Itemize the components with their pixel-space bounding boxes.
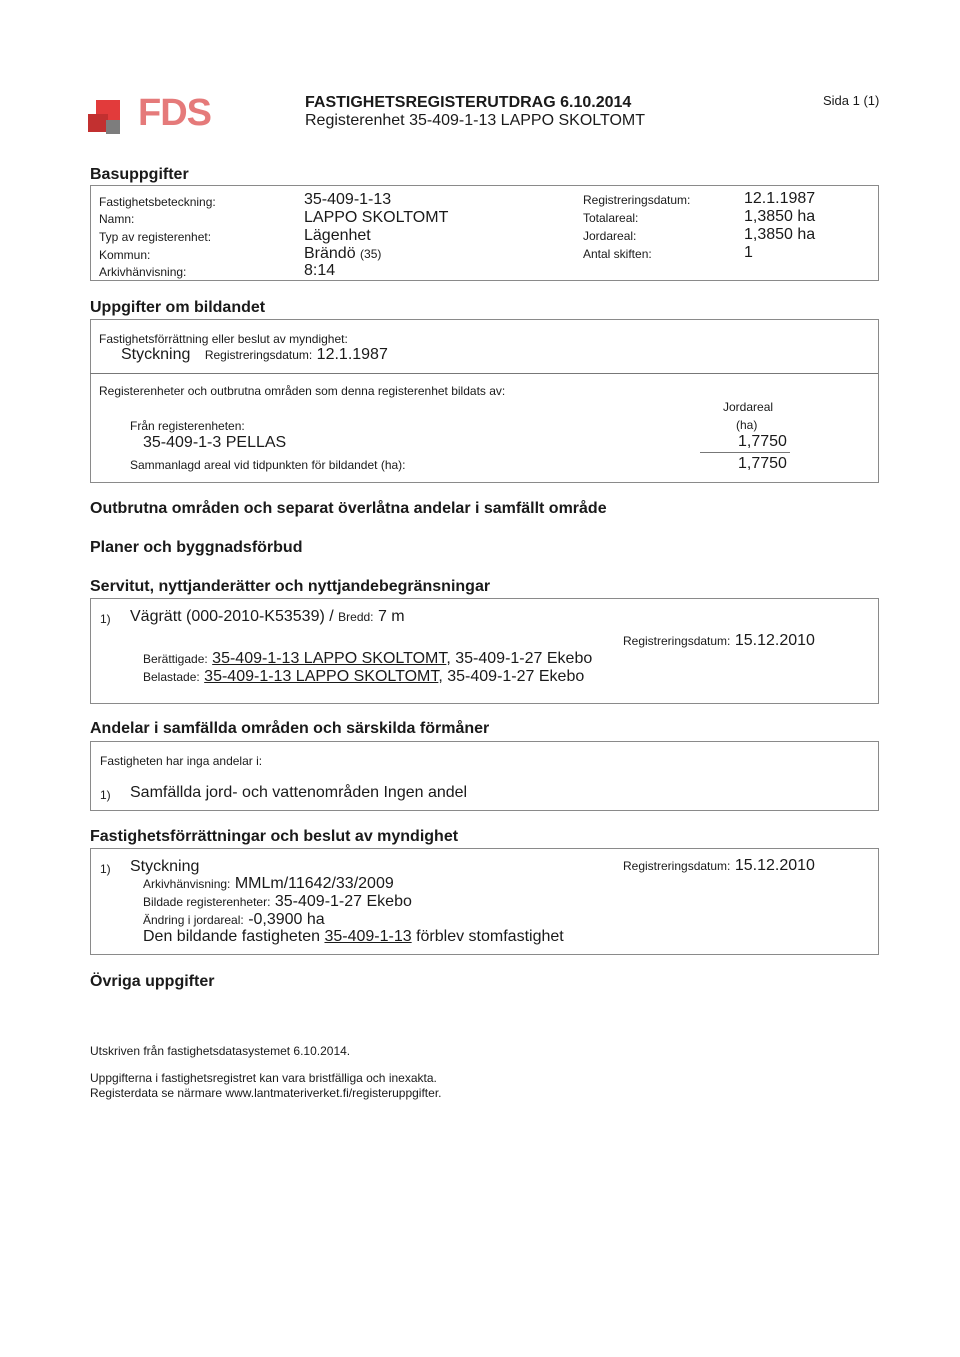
note-post: förblev stomfastighet: [411, 928, 564, 945]
bildandet-reg-value: 12.1.1987: [316, 346, 388, 363]
basuppgifter-heading: Basuppgifter: [90, 166, 189, 183]
document-title: FASTIGHETSREGISTERUTDRAG 6.10.2014: [305, 94, 632, 111]
label-jordareal: Jordareal:: [583, 229, 637, 243]
bredd-value: 7 m: [377, 608, 405, 625]
forrattningar-title: Styckning: [130, 858, 200, 875]
arkiv-row: [143, 875, 394, 893]
servitut-reg-label: Registreringsdatum:: [623, 634, 731, 648]
berattigade-row: [143, 650, 592, 668]
label-arkiv: Arkivhänvisning:: [99, 265, 187, 279]
label-totalareal: Totalareal:: [583, 211, 639, 225]
servitut-num: 1): [100, 612, 111, 626]
value-totalareal: 1,3850 ha: [744, 208, 816, 225]
outbrutna-heading: Outbrutna områden och separat överlåtna andelar i samfällt område: [90, 500, 607, 517]
servitut-reg-value: 15.12.2010: [734, 632, 815, 649]
arkiv-value: MMLm/11642/33/2009: [234, 875, 394, 892]
page-label: Sida 1 (1): [823, 93, 880, 108]
arkiv-label: Arkivhänvisning:: [143, 877, 231, 891]
andelar-item: Samfällda jord- och vattenområden Ingen andel: [130, 784, 468, 801]
document-subtitle: Registerenhet 35-409-1-13 LAPPO SKOLTOMT: [305, 112, 646, 129]
value-kommun-row: [304, 245, 381, 263]
andring-row: [143, 911, 325, 929]
ovriga-heading: Övriga uppgifter: [90, 973, 215, 990]
belastade-row: [143, 668, 584, 686]
note-pre: Den bildande fastigheten: [143, 928, 325, 945]
bredd-label: Bredd:: [338, 610, 374, 624]
bildade-value: 35-409-1-27 Ekebo: [274, 893, 412, 910]
value-fastighetsbeteckning: 35-409-1-13: [304, 191, 392, 208]
fran-value: 35-409-1-3 PELLAS: [143, 434, 287, 451]
andelar-heading: Andelar i samfällda områden och särskilda förmåner: [90, 720, 490, 737]
label-fastighetsbeteckning: Fastighetsbeteckning:: [99, 195, 216, 209]
value-registreringsdatum: 12.1.1987: [744, 190, 816, 207]
jordareal-header: Jordareal: [723, 400, 774, 414]
value-namn: LAPPO SKOLTOMT: [304, 209, 449, 226]
forrattningar-reg-label: Registreringsdatum:: [623, 859, 731, 873]
bildade-row: [143, 893, 412, 911]
bildandet-heading: Uppgifter om bildandet: [90, 299, 266, 316]
berattigade-label: Berättigade:: [143, 652, 208, 666]
value-arkiv: 8:14: [304, 262, 336, 279]
stomfastighet-note: [143, 928, 564, 946]
berattigade-link[interactable]: 35-409-1-13 LAPPO SKOLTOMT: [212, 650, 447, 667]
planer-heading: Planer och byggnadsförbud: [90, 539, 303, 556]
berattigade-rest: , 35-409-1-27 Ekebo: [446, 650, 593, 667]
value-jordareal: 1,3850 ha: [744, 226, 816, 243]
andelar-intro: Fastigheten har inga andelar i:: [100, 754, 263, 768]
divider: [90, 373, 878, 374]
label-typ: Typ av registerenhet:: [99, 230, 212, 244]
footer-line2: Uppgifterna i fastighetsregistret kan vara bristfälliga och inexakta.: [90, 1071, 437, 1085]
value-kommun-code: (35): [360, 247, 382, 261]
forrattningar-reg-value: 15.12.2010: [734, 857, 815, 874]
sammanlagd-value: 1,7750: [738, 455, 787, 472]
label-kommun: Kommun:: [99, 248, 151, 262]
forrattning-label: Fastighetsförrättning eller beslut av myndighet:: [99, 332, 348, 346]
fran-area: 1,7750: [738, 433, 787, 450]
andelar-num: 1): [100, 788, 111, 802]
sammanlagd-label: Sammanlagd areal vid tidpunkten för bildandet (ha):: [130, 458, 406, 472]
label-registreringsdatum: Registreringsdatum:: [583, 193, 691, 207]
belastade-label: Belastade:: [143, 670, 200, 684]
belastade-rest: , 35-409-1-27 Ekebo: [438, 668, 585, 685]
value-typ: Lägenhet: [304, 227, 371, 244]
registerenheter-label: Registerenheter och outbrutna områden som denna registerenhet bildats av:: [99, 384, 506, 398]
label-namn: Namn:: [99, 212, 135, 226]
forrattningar-heading: Fastighetsförrättningar och beslut av myndighet: [90, 828, 459, 845]
footer-line1: Utskriven från fastighetsdatasystemet 6.10.2014.: [90, 1044, 351, 1058]
servitut-title-row: [130, 608, 405, 626]
servitut-title: Vägrätt (000-2010-K53539) /: [130, 608, 334, 625]
forrattning-value: Styckning: [121, 346, 191, 363]
ha-header: (ha): [736, 418, 758, 432]
andring-value: -0,3900 ha: [248, 911, 325, 928]
servitut-heading: Servitut, nyttjanderätter och nyttjandebegränsningar: [90, 578, 491, 595]
value-antal-skiften: 1: [744, 244, 753, 261]
footer-line3: Registerdata se närmare www.lantmateriverket.fi/registeruppgifter.: [90, 1086, 442, 1100]
bildandet-reg-label: Registreringsdatum:: [204, 348, 313, 362]
belastade-link[interactable]: 35-409-1-13 LAPPO SKOLTOMT: [204, 668, 439, 685]
value-kommun: Brändö: [304, 245, 356, 262]
sum-divider: [700, 452, 790, 453]
fds-logo-icon: [88, 94, 132, 136]
forrattningar-reg-row: [623, 857, 815, 875]
fran-label: Från registerenheten:: [130, 419, 245, 433]
note-link[interactable]: 35-409-1-13: [324, 928, 412, 945]
servitut-reg-row: [623, 632, 815, 650]
forrattningar-num: 1): [100, 862, 111, 876]
andring-label: Ändring i jordareal:: [143, 913, 244, 927]
logo-text: FDS: [138, 92, 211, 134]
forrattning-row: [121, 346, 388, 364]
bildade-label: Bildade registerenheter:: [143, 895, 271, 909]
label-antal-skiften: Antal skiften:: [583, 247, 652, 261]
